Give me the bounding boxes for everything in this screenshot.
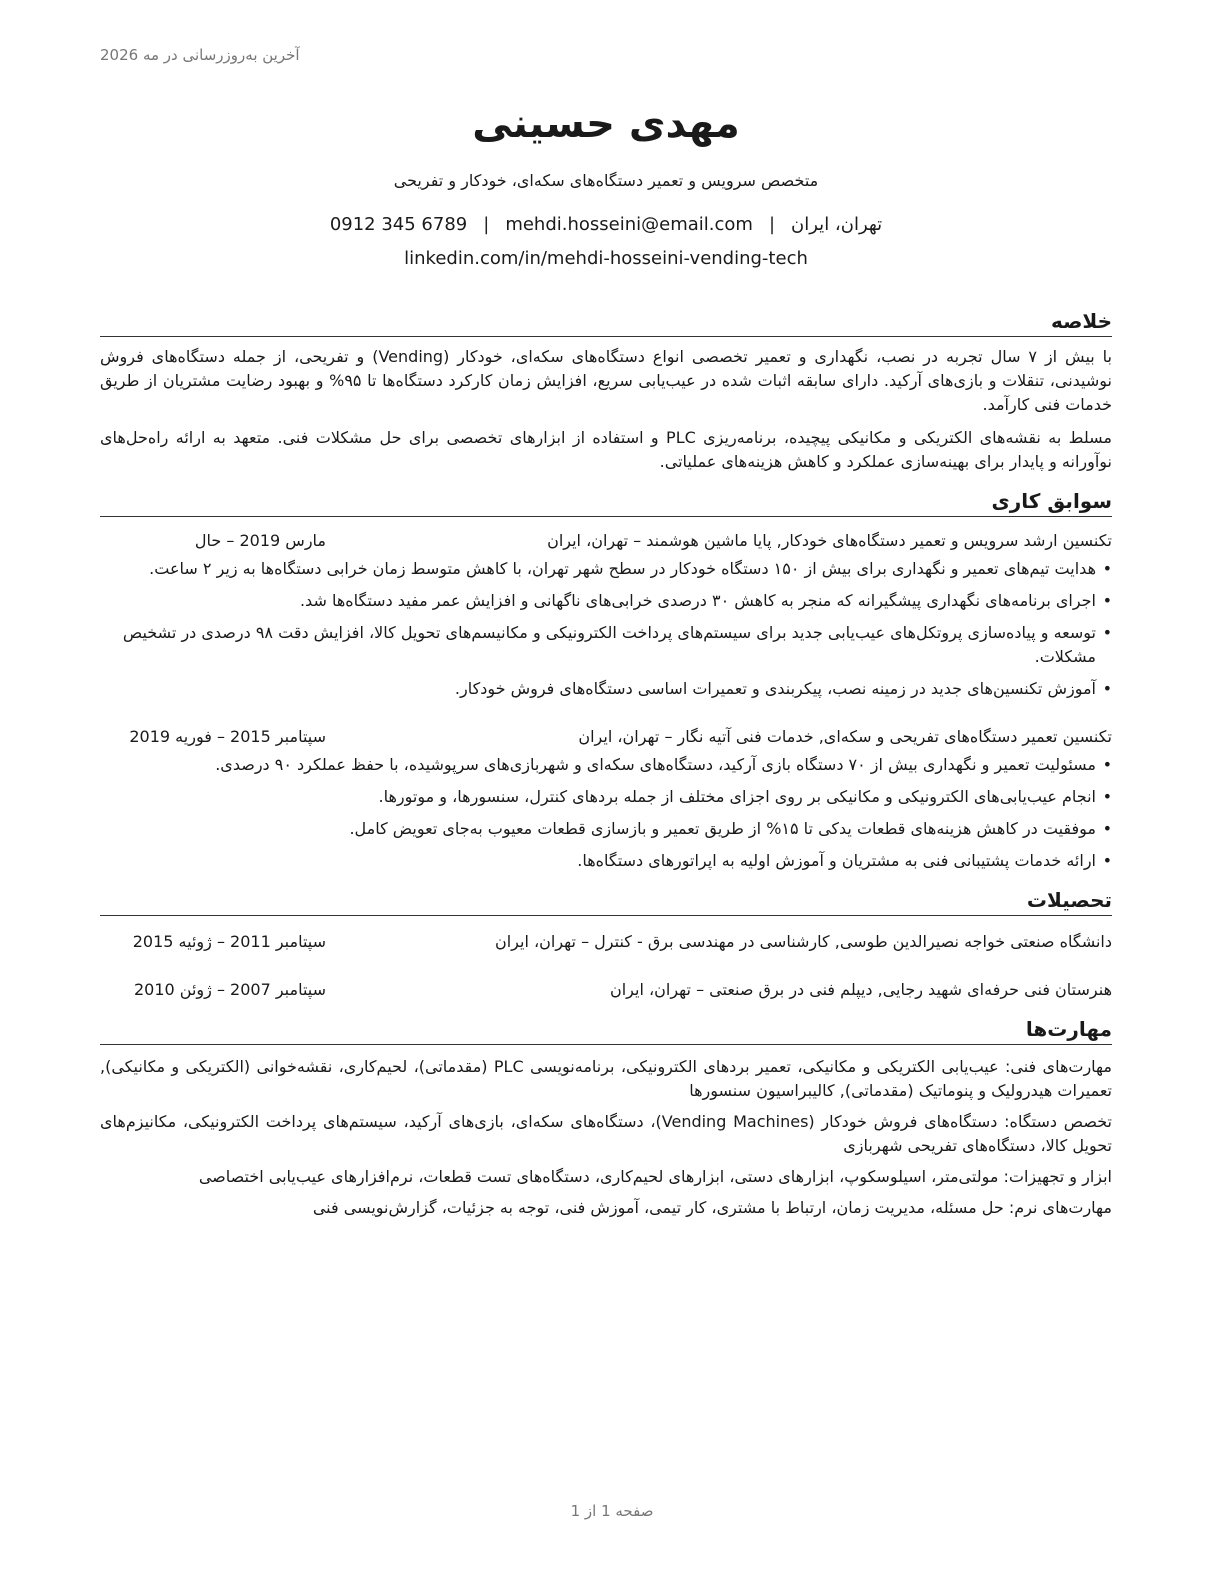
bullet-item: • موفقیت در کاهش هزینه‌های قطعات یدکی تا ۱۵% از طریق تعمیر و بازسازی قطعات معیوب به‌جای تعویض کامل. bbox=[100, 817, 1112, 841]
person-name: مهدی حسینی bbox=[472, 101, 740, 147]
job-entry bbox=[100, 529, 1112, 701]
section-title-education: تحصیلات bbox=[100, 887, 1112, 916]
job-subtitle: متخصص سرویس و تعمیر دستگاه‌های سکه‌ای، خودکار و تفریحی bbox=[393, 171, 819, 190]
summary-paragraph: با بیش از ۷ سال تجربه در نصب، نگهداری و تعمیر تخصصی انواع دستگاه‌های سکه‌ای، خودکار (Vending) و تفریحی، از جمله دستگاه‌های فروش نوشیدنی، تنقلات و بازی‌های آرکید. دارای سابقه اثبات شده در عیب‌یابی سریع، افزایش زمان کارکرد دستگاه‌ها تا ۹۵% و بهبود رضایت مشتریان از طریق خدمات فنی کارآمد. bbox=[100, 347, 1113, 414]
bullet-item: • آموزش تکنسین‌های جدید در زمینه نصب، پیکربندی و تعمیرات اساسی دستگاه‌های فروش خودکار. bbox=[100, 677, 1112, 701]
resume-page bbox=[100, 96, 1112, 1220]
education-section bbox=[100, 887, 1112, 1002]
education-entry bbox=[100, 978, 1112, 1002]
email-link[interactable]: mehdi.hosseini@email.com bbox=[505, 214, 753, 235]
skill-line: مهارت‌های نرم: حل مسئله، مدیریت زمان، ارتباط با مشتری، کار تیمی، آموزش فنی، توجه به جزئیات، گزارش‌نویسی فنی bbox=[312, 1198, 1112, 1217]
last-updated-note: آخرین به‌روزرسانی در مه 2026 bbox=[100, 46, 300, 64]
job-dates: مارس 2019 – حال bbox=[194, 531, 326, 550]
separator: | bbox=[483, 214, 490, 235]
experience-section bbox=[100, 488, 1112, 873]
bullet-item: • انجام عیب‌یابی‌های الکترونیکی و مکانیکی بر روی اجزای مختلف از جمله بردهای کنترل، سنسورها، و موتورها. bbox=[100, 785, 1112, 809]
skill-line: مهارت‌های فنی: عیب‌یابی الکتریکی و مکانیکی، تعمیر بردهای الکترونیکی، برنامه‌نویسی PLC (مقدماتی)، لحیم‌کاری، نقشه‌خوانی (الکتریکی و مکانیکی), تعمیرات هیدرولیک و پنوماتیک (مقدماتی), کالیبراسیون سنسورها bbox=[100, 1057, 1112, 1100]
bullet-item: • ارائه خدمات پشتیبانی فنی به مشتریان و آموزش اولیه به اپراتورهای دستگاه‌ها. bbox=[100, 849, 1112, 873]
education-dates: سپتامبر 2007 – ژوئن 2010 bbox=[133, 980, 326, 999]
bullet-item: • هدایت تیم‌های تعمیر و نگهداری برای بیش از ۱۵۰ دستگاه خودکار در سطح شهر تهران، با کاهش متوسط زمان خرابی دستگاه‌ها به زیر ۲ ساعت. bbox=[100, 557, 1112, 581]
skill-line: ابزار و تجهیزات: مولتی‌متر، اسیلوسکوپ، ابزارهای دستی، ابزارهای لحیم‌کاری، دستگاه‌های تست قطعات، نرم‌افزارهای عیب‌یابی اختصاصی bbox=[198, 1167, 1112, 1186]
bullet-item: • مسئولیت تعمیر و نگهداری بیش از ۷۰ دستگاه بازی آرکید، دستگاه‌های سکه‌ای و شهربازی‌های سرپوشیده، با حفظ عملکرد ۹۰ درصدی. bbox=[100, 753, 1112, 777]
job-header bbox=[100, 725, 1112, 749]
page-number: صفحه 1 از 1 bbox=[570, 1502, 654, 1520]
job-bullets bbox=[100, 753, 1112, 873]
education-title: دانشگاه صنعتی خواجه نصیرالدین طوسی, کارشناسی در مهندسی برق - کنترل – تهران، ایران bbox=[494, 932, 1112, 951]
job-title: تکنسین ارشد سرویس و تعمیر دستگاه‌های خودکار, پایا ماشین هوشمند – تهران، ایران bbox=[547, 531, 1112, 550]
separator: | bbox=[768, 214, 776, 235]
summary-section bbox=[100, 308, 1112, 474]
bullet-item: • توسعه و پیاده‌سازی پروتکل‌های عیب‌یابی جدید برای سیستم‌های پرداخت الکترونیکی و مکانیسم‌های تحویل کالا، افزایش دقت ۹۸ درصدی در تشخیص مشکلات. bbox=[100, 621, 1112, 669]
phone-number: 0912 345 6789 bbox=[329, 214, 468, 235]
contact-info bbox=[100, 212, 1112, 238]
summary-paragraph: مسلط به نقشه‌های الکتریکی و مکانیکی پیچیده، برنامه‌ریزی PLC و استفاده از ابزارهای تخصصی برای حل مشکلات فنی. متعهد به ارائه راه‌حل‌های نوآورانه و پایدار برای بهینه‌سازی عملکرد و کاهش هزینه‌های عملیاتی. bbox=[100, 428, 1113, 471]
section-title-summary: خلاصه bbox=[100, 308, 1112, 337]
location: تهران، ایران bbox=[791, 214, 883, 235]
linkedin-link[interactable]: linkedin.com/in/mehdi-hosseini-vending-tech bbox=[404, 248, 808, 269]
skill-line: تخصص دستگاه: دستگاه‌های فروش خودکار (Vending Machines)، دستگاه‌های سکه‌ای، بازی‌های آرکید، سیستم‌های پرداخت الکترونیکی، مکانیزم‌های تحویل کالا، دستگاه‌های تفریحی شهربازی bbox=[100, 1112, 1113, 1155]
job-header bbox=[100, 529, 1112, 553]
job-title: تکنسین تعمیر دستگاه‌های تفریحی و سکه‌ای, خدمات فنی آتیه نگار – تهران، ایران bbox=[578, 727, 1112, 746]
job-bullets bbox=[100, 557, 1112, 701]
skills-section bbox=[100, 1016, 1112, 1220]
job-entry bbox=[100, 725, 1112, 873]
section-title-skills: مهارت‌ها bbox=[100, 1016, 1112, 1045]
education-entry bbox=[100, 930, 1112, 954]
bullet-item: • اجرای برنامه‌های نگهداری پیشگیرانه که منجر به کاهش ۳۰ درصدی خرابی‌های ناگهانی و افزایش عمر مفید دستگاه‌ها شد. bbox=[100, 589, 1112, 613]
job-dates: سپتامبر 2015 – فوریه 2019 bbox=[129, 727, 326, 746]
education-dates: سپتامبر 2011 – ژوئیه 2015 bbox=[132, 932, 326, 951]
education-title: هنرستان فنی حرفه‌ای شهید رجایی, دیپلم فنی در برق صنعتی – تهران، ایران bbox=[609, 980, 1112, 999]
section-title-experience: سوابق کاری bbox=[100, 488, 1112, 517]
